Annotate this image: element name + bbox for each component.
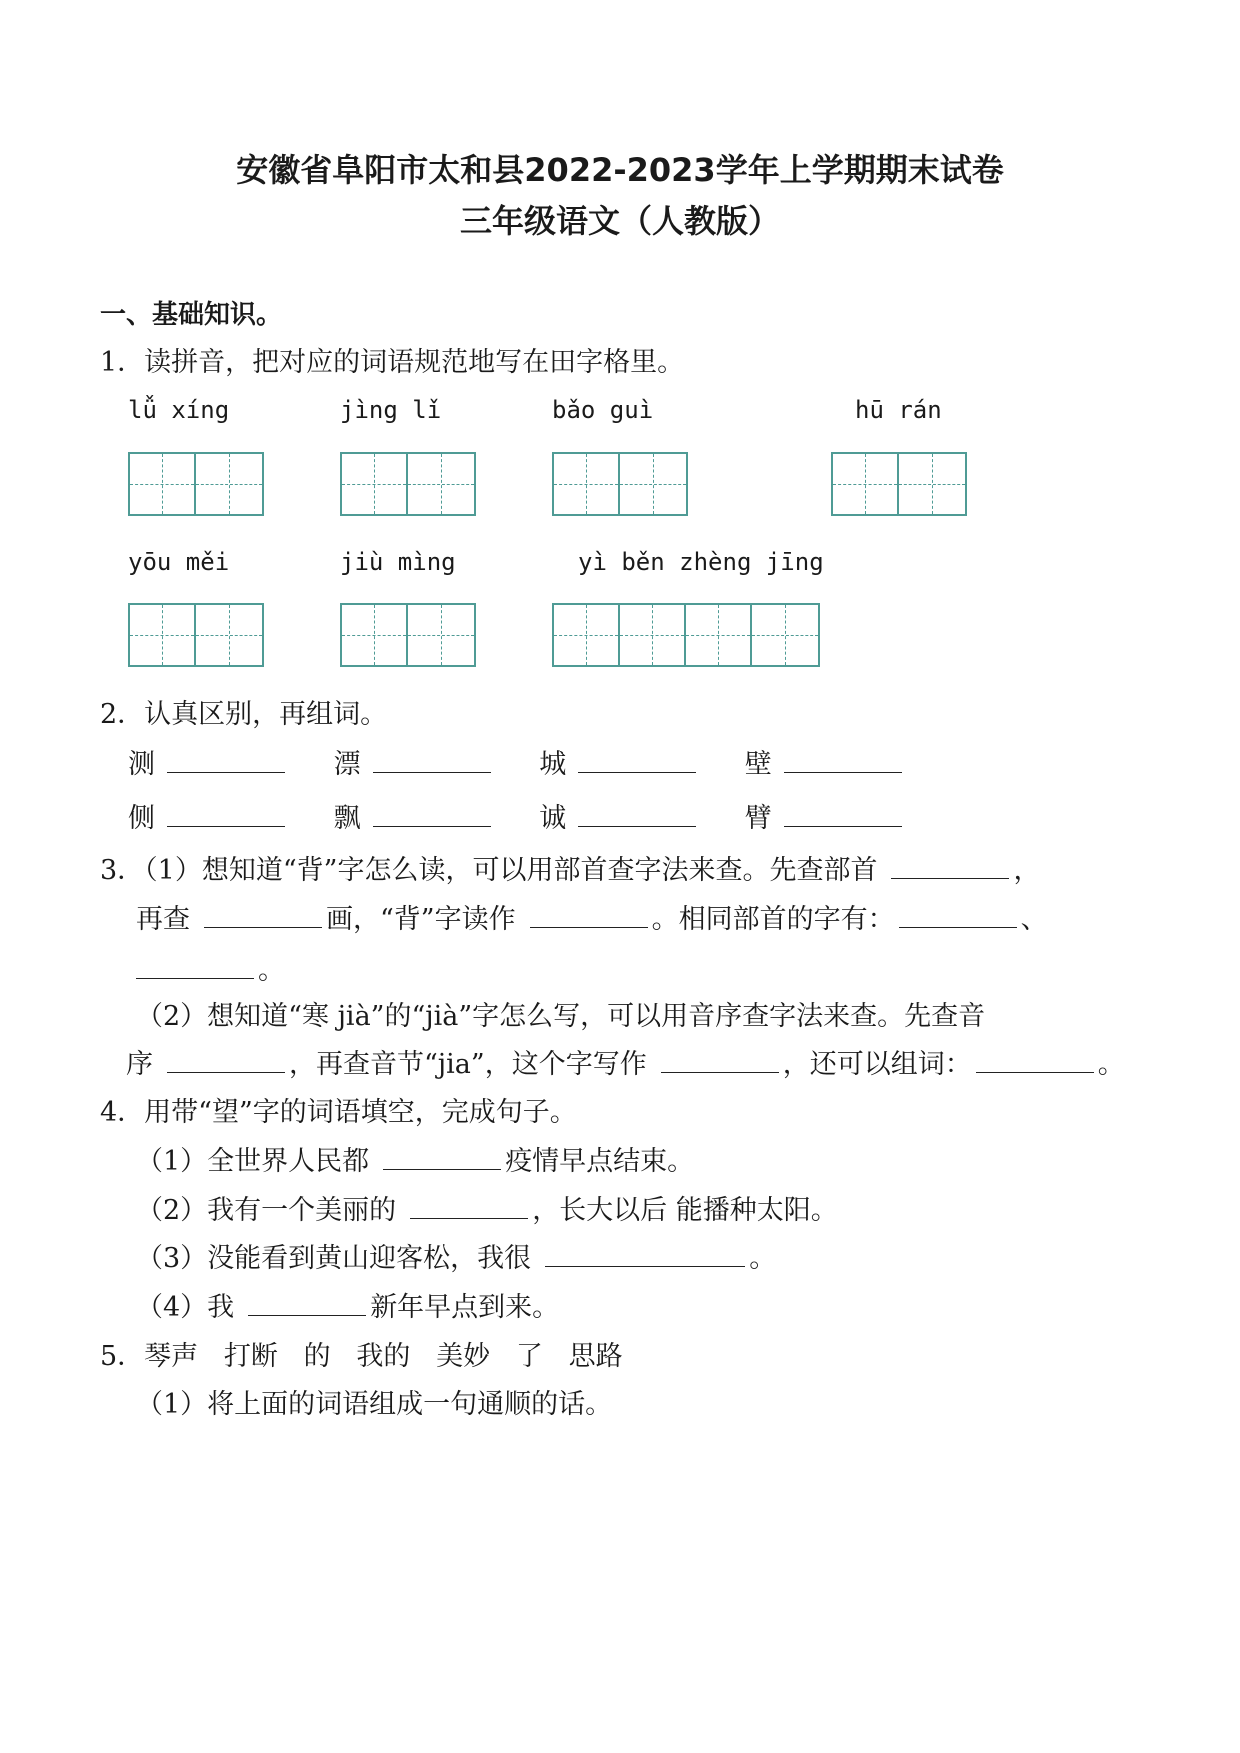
exam-subtitle: 三年级语文（人教版） — [459, 202, 780, 240]
answer-blank[interactable] — [784, 800, 902, 827]
q2-char: 城 — [539, 749, 567, 780]
answer-blank[interactable] — [167, 1046, 285, 1073]
q4-text: 。 — [749, 1243, 777, 1274]
answer-blank[interactable] — [578, 746, 696, 773]
exam-title: 安徽省阜阳市太和县2022-2023学年上学期期末试卷 — [236, 151, 1004, 189]
q4-sentence-4 — [136, 1285, 559, 1324]
q4-sentence-1 — [136, 1139, 694, 1178]
q4-text: 新年早点到来。 — [370, 1292, 560, 1323]
tianzige-grid-4[interactable] — [831, 452, 967, 516]
pinyin-6: jiù mìng — [340, 548, 456, 576]
answer-blank[interactable] — [410, 1192, 528, 1219]
answer-blank[interactable] — [248, 1289, 366, 1316]
pinyin-4: hū rán — [855, 396, 942, 424]
q3-text: ， — [1013, 855, 1041, 886]
answer-blank[interactable] — [891, 852, 1009, 879]
q2-prompt: 2．认真区别，再组词。 — [100, 699, 388, 730]
answer-blank[interactable] — [578, 800, 696, 827]
q4-prompt: 4．用带“望”字的词语填空，完成句子。 — [100, 1097, 577, 1128]
answer-blank[interactable] — [784, 746, 902, 773]
tianzige-grid-7[interactable] — [552, 603, 820, 667]
answer-blank[interactable] — [661, 1046, 779, 1073]
answer-blank[interactable] — [167, 746, 285, 773]
q2-char: 漂 — [333, 749, 361, 780]
q3-text: ，还可以组词： — [782, 1049, 972, 1080]
q4-text: （4）我 — [136, 1292, 235, 1323]
answer-blank[interactable] — [136, 952, 254, 979]
q2-row-1 — [128, 742, 906, 781]
pinyin-3: bǎo guì — [552, 396, 654, 424]
q4-text: （3）没能看到黄山迎客松，我很 — [136, 1243, 532, 1274]
q2-char: 飘 — [333, 803, 361, 834]
pinyin-2: jìng lǐ — [340, 396, 442, 424]
q3-text: 3．（1）想知道“背”字怎么读，可以用部首查字法来查。先查部首 — [100, 855, 878, 886]
q3-line-1 — [100, 848, 1040, 887]
answer-blank[interactable] — [530, 901, 648, 928]
q2-char: 壁 — [744, 749, 772, 780]
tianzige-grid-2[interactable] — [340, 452, 476, 516]
q3-text: 。相同部首的字有： — [651, 904, 895, 935]
q3-text: 。 — [1097, 1049, 1125, 1080]
q1-prompt: 1．读拼音，把对应的词语规范地写在田字格里。 — [100, 347, 685, 378]
q3-text: 再查 — [136, 904, 190, 935]
section-heading: 一、基础知识。 — [100, 300, 283, 330]
q2-char: 侧 — [128, 803, 155, 834]
q3-text: 画，“背”字读作 — [326, 904, 516, 935]
q3-line-3 — [136, 948, 285, 987]
answer-blank[interactable] — [204, 901, 322, 928]
q3-line-2 — [136, 897, 1048, 936]
tianzige-grid-3[interactable] — [552, 452, 688, 516]
q4-text: （2）我有一个美丽的 — [136, 1195, 397, 1226]
pinyin-5: yōu měi — [128, 548, 230, 576]
tianzige-grid-5[interactable] — [128, 603, 264, 667]
answer-blank[interactable] — [545, 1240, 745, 1267]
q3-text: ，再查音节“jia”，这个字写作 — [289, 1049, 647, 1080]
q4-sentence-2 — [136, 1188, 838, 1227]
q2-char: 诚 — [539, 803, 567, 834]
q3-text: 序 — [126, 1049, 153, 1080]
q3-text: 、 — [1020, 904, 1048, 935]
q4-text: （1）全世界人民都 — [136, 1146, 370, 1177]
answer-blank[interactable] — [976, 1046, 1094, 1073]
tianzige-grid-6[interactable] — [340, 603, 476, 667]
q2-row-2 — [128, 796, 906, 835]
q4-text: ，长大以后 能播种太阳。 — [532, 1195, 838, 1226]
q4-sentence-3 — [136, 1236, 776, 1275]
answer-blank[interactable] — [373, 800, 491, 827]
answer-blank[interactable] — [167, 800, 285, 827]
pinyin-7: yì běn zhèng jīng — [578, 548, 824, 576]
answer-blank[interactable] — [383, 1143, 501, 1170]
q4-text: 疫情早点结束。 — [505, 1146, 695, 1177]
q2-char: 臂 — [744, 803, 772, 834]
q3-line-5 — [126, 1042, 1125, 1081]
answer-blank[interactable] — [373, 746, 491, 773]
q5-sub-1: （1）将上面的词语组成一句通顺的话。 — [136, 1389, 613, 1420]
q3-text: 。 — [258, 955, 285, 986]
pinyin-1: lǚ xíng — [128, 396, 230, 424]
q2-char: 测 — [128, 749, 155, 780]
q3-line-4: （2）想知道“寒 jià”的“jià”字怎么写，可以用音序查字法来查。先查音 — [136, 1001, 986, 1032]
answer-blank[interactable] — [899, 901, 1017, 928]
q5-prompt: 5．琴声 打断 的 我的 美妙 了 思路 — [100, 1341, 623, 1372]
tianzige-grid-1[interactable] — [128, 452, 264, 516]
